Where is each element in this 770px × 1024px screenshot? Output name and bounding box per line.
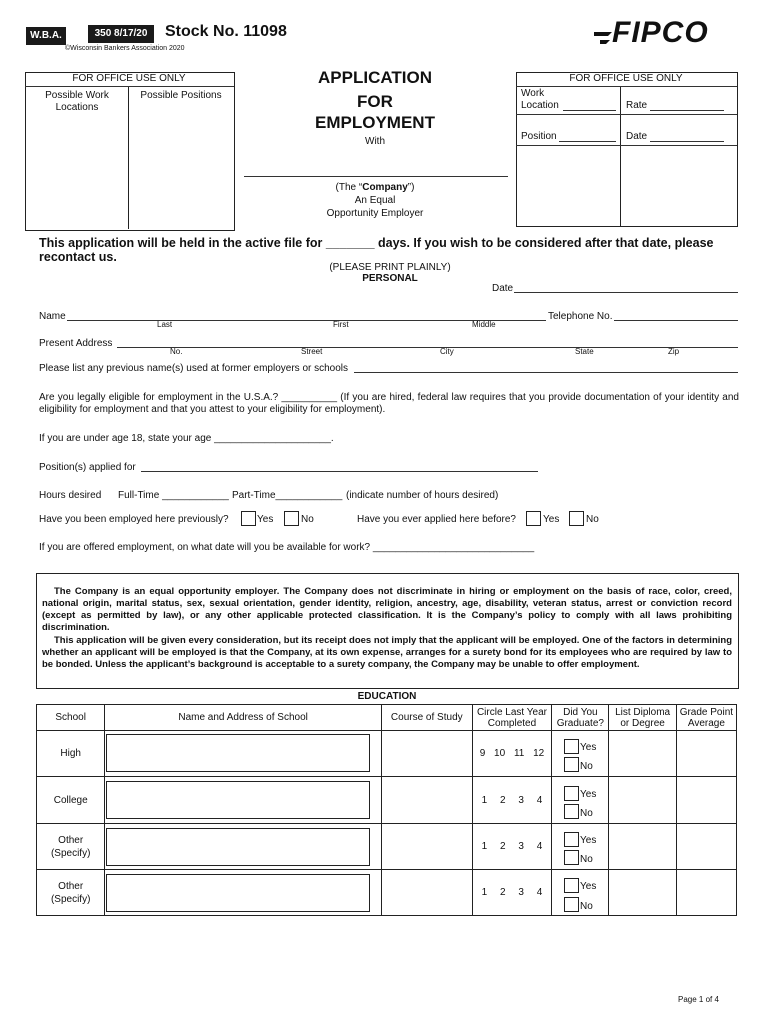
year-cell[interactable]: 1 2 3 4 [472, 777, 552, 824]
employed-here-question: Have you been employed here previously? [39, 514, 229, 525]
applied-no-label: No [586, 514, 599, 525]
possible-work-locations-label: Possible Work Locations [45, 90, 109, 113]
employed-no-label: No [301, 514, 314, 525]
employed-yes-label: Yes [257, 514, 274, 525]
print-plainly-label: (PLEASE PRINT PLAINLY) [329, 262, 451, 273]
col-last-year: Circle Last Year Completed [472, 705, 552, 731]
school-label: Other (Specify) [37, 824, 105, 870]
date-label: Date [492, 283, 514, 294]
year-cell[interactable]: 1 2 3 4 [472, 824, 552, 870]
telephone-label: Telephone No. [548, 311, 613, 322]
applied-no-checkbox[interactable] [569, 511, 584, 526]
full-time-label: Full-Time ____________ [118, 490, 229, 501]
present-address-field[interactable] [117, 335, 738, 348]
fipco-logo [594, 18, 724, 48]
col-school: School [37, 705, 105, 731]
gpa-cell[interactable] [676, 824, 736, 870]
age-question: If you are under age 18, state your age _____________________. [39, 433, 334, 444]
location-label: Location [521, 100, 559, 111]
office-date-label: Date [626, 131, 648, 142]
company-name-field[interactable] [244, 164, 508, 177]
other2-grad-no-checkbox[interactable] [564, 897, 579, 912]
col-course: Course of Study [381, 705, 472, 731]
other2-grad-no-label: No [580, 901, 593, 912]
eligibility-text: Are you legally eligible for employment in the U.S.A.? __________ (If you are hired, federal law requires that you provide documentation of your identity and eligibility for employment and that you attest to your eligibility for employment). [39, 392, 739, 415]
other1-grad-yes-label: Yes [580, 835, 597, 846]
applied-yes-checkbox[interactable] [526, 511, 541, 526]
high-school-name-box[interactable] [106, 734, 370, 772]
employed-yes-checkbox[interactable] [241, 511, 256, 526]
last-name-caption: Last [157, 320, 173, 329]
present-address-label: Present Address [39, 338, 113, 349]
other1-grad-no-label: No [580, 854, 593, 865]
previous-names-field[interactable] [354, 360, 738, 373]
first-name-caption: First [333, 320, 349, 329]
education-section-title: EDUCATION [357, 691, 417, 702]
college-grad-yes-checkbox[interactable] [564, 786, 579, 801]
high-grad-no-checkbox[interactable] [564, 757, 579, 772]
other2-grad-yes-checkbox[interactable] [564, 878, 579, 893]
personal-section-title: PERSONAL [362, 273, 418, 284]
office-use-right-title: FOR OFFICE USE ONLY [569, 73, 683, 84]
college-grad-yes-label: Yes [580, 789, 597, 800]
address-street-caption: Street [301, 347, 323, 356]
page-number: Page 1 of 4 [678, 995, 719, 1004]
school-label: College [37, 777, 105, 824]
title-application: APPLICATION [318, 68, 432, 87]
gpa-cell[interactable] [676, 731, 736, 777]
other1-name-box[interactable] [106, 828, 370, 866]
rate-label: Rate [626, 100, 648, 111]
year-cell[interactable]: 1 2 3 4 [472, 870, 552, 916]
course-cell[interactable] [381, 777, 472, 824]
col-gpa: Grade Point Average [676, 705, 736, 731]
part-time-label: Part-Time____________ [232, 490, 343, 501]
name-label: Name [39, 311, 66, 322]
positions-applied-field[interactable] [141, 459, 538, 472]
gpa-cell[interactable] [676, 777, 736, 824]
course-cell[interactable] [381, 870, 472, 916]
middle-name-caption: Middle [472, 320, 496, 329]
address-zip-caption: Zip [668, 347, 680, 356]
title-for: FOR [357, 92, 393, 111]
year-cell[interactable]: 9 10 11 12 [472, 731, 552, 777]
school-label: High [37, 731, 105, 777]
address-state-caption: State [575, 347, 594, 356]
applied-before-question: Have you ever applied here before? [357, 514, 516, 525]
eeo-paragraph-1: The Company is an equal opportunity employer. The Company does not discriminate in hiring or employment on the basis of race, color, creed, national origin, marital status, sex, sexual orientation, gender identity, religion, ancestry, age, disability, veteran status, arrest or conviction record (except as permitted by law), or any other applicable protected classification. It is the Company’s policy to comply with all laws prohibiting discrimination. [42, 586, 732, 633]
wba-badge: W.B.A. [26, 27, 66, 45]
address-no-caption: No. [170, 347, 183, 356]
high-grad-yes-label: Yes [580, 742, 597, 753]
active-file-notice: This application will be held in the active file for _______ days. If you wish to be considered after that date, please recontact us. [39, 236, 714, 264]
other1-grad-no-checkbox[interactable] [564, 850, 579, 865]
hours-indicate-note: (indicate number of hours desired) [346, 490, 499, 501]
education-header-row [37, 705, 737, 731]
previous-names-label: Please list any previous name(s) used at former employers or schools [39, 363, 349, 374]
company-label: (The “Company”) [335, 182, 415, 193]
employed-no-checkbox[interactable] [284, 511, 299, 526]
title-employment: EMPLOYMENT [315, 113, 435, 132]
eeo-paragraph-2: This application will be given every consideration, but its receipt does not imply that the applicant will be employed. One of the factors in determining whether an applicant will be employed is that the Company, at its own expense, arranges for a surety bond for its employees who are required by law to be bonded. Unless the applicant’s background is acceptable to a surety company, the Company may be unable to offer employment. [42, 635, 732, 670]
office-use-left-title: FOR OFFICE USE ONLY [72, 73, 186, 84]
positions-applied-label: Position(s) applied for [39, 462, 136, 473]
possible-positions-label: Possible Positions [140, 90, 222, 101]
col-graduate: Did You Graduate? [552, 705, 609, 731]
col-diploma: List Diploma or Degree [609, 705, 676, 731]
telephone-field[interactable] [614, 308, 738, 321]
high-grad-yes-checkbox[interactable] [564, 739, 579, 754]
office-use-right-box [516, 72, 738, 227]
course-cell[interactable] [381, 731, 472, 777]
stock-number: Stock No. 11098 [165, 23, 287, 40]
form-number-badge: 350 8/17/20 [88, 25, 154, 43]
availability-question: If you are offered employment, on what date will you be available for work? _____________________________ [39, 542, 535, 553]
hours-desired-label: Hours desired [39, 490, 102, 501]
logo-wordmark: FIPCO [612, 16, 709, 49]
school-label: Other (Specify) [37, 870, 105, 916]
col-name-address: Name and Address of School [105, 705, 382, 731]
address-city-caption: City [440, 347, 454, 356]
gpa-cell[interactable] [676, 870, 736, 916]
other2-name-box[interactable] [106, 874, 370, 912]
college-grad-no-checkbox[interactable] [564, 804, 579, 819]
other2-grad-yes-label: Yes [580, 881, 597, 892]
applied-yes-label: Yes [543, 514, 560, 525]
college-name-box[interactable] [106, 781, 370, 819]
diploma-cell[interactable] [609, 870, 676, 916]
diploma-cell[interactable] [609, 777, 676, 824]
diploma-cell[interactable] [609, 731, 676, 777]
work-label: Work [521, 88, 545, 99]
diploma-cell[interactable] [609, 824, 676, 870]
college-grad-no-label: No [580, 808, 593, 819]
date-field[interactable] [514, 280, 738, 293]
course-cell[interactable] [381, 824, 472, 870]
equal-opportunity-line2: Opportunity Employer [326, 208, 424, 219]
other1-grad-yes-checkbox[interactable] [564, 832, 579, 847]
title-with: With [365, 136, 385, 147]
equal-opportunity-line1: An Equal [354, 195, 396, 206]
high-grad-no-label: No [580, 761, 593, 772]
copyright-text: ©Wisconsin Bankers Association 2020 [65, 45, 185, 52]
position-label: Position [521, 131, 557, 142]
